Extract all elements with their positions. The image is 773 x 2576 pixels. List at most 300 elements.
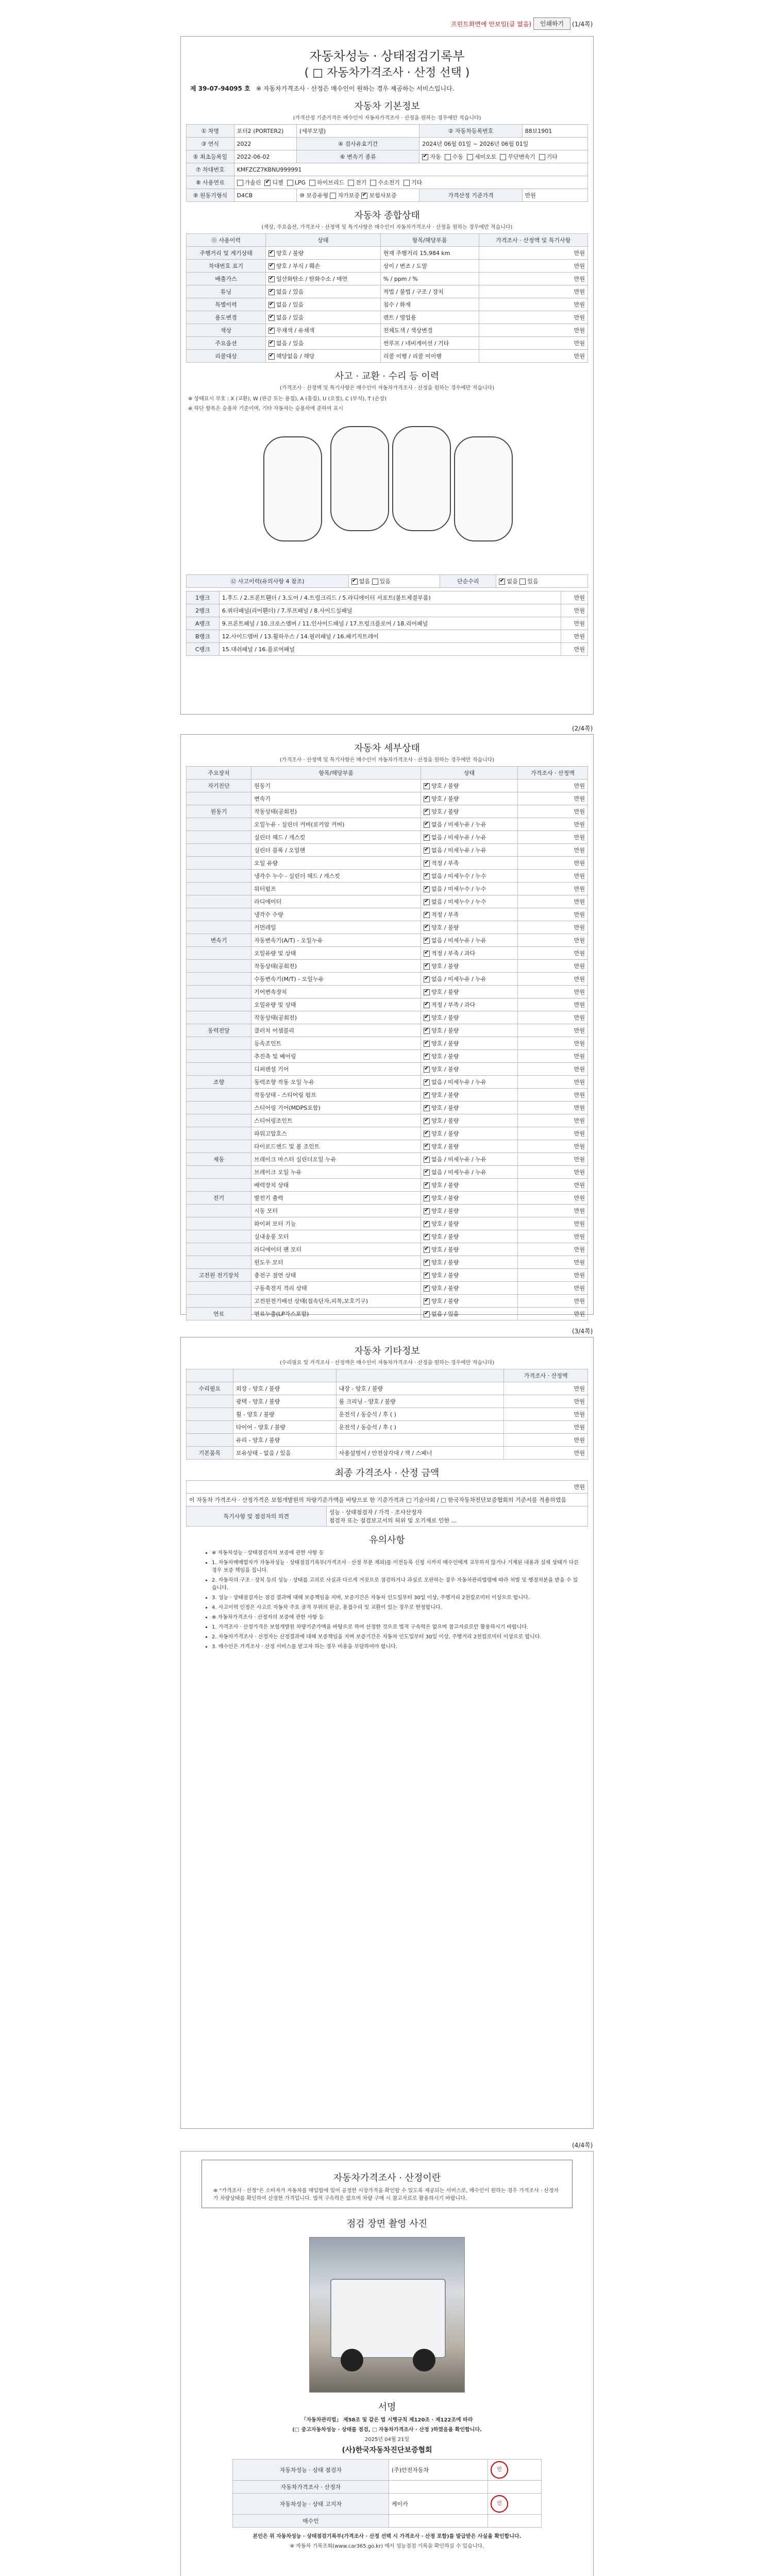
state-text: 양호 / 불량 (431, 1066, 459, 1073)
other-b: 내장 - 양호 / 불량 (336, 1382, 504, 1395)
other-row (187, 1408, 588, 1421)
detail-item: 작동상태 - 스티어링 펌프 (251, 1089, 421, 1101)
detail-row (187, 831, 588, 844)
checkbox[interactable] (424, 1144, 430, 1150)
checkbox[interactable] (424, 976, 430, 982)
detail-state (421, 973, 518, 986)
detail-item: 기어변속장치 (251, 986, 421, 998)
detail-state (421, 883, 518, 895)
detail-price: 만원 (517, 1217, 587, 1230)
row-state (266, 350, 381, 363)
detail-row (187, 1282, 588, 1295)
detail-item: 실내송풍 모터 (251, 1230, 421, 1243)
row-price: 만원 (479, 337, 587, 350)
detail-item: 라디에이터 (251, 895, 421, 908)
detail-group (187, 960, 251, 973)
detail-row (187, 973, 588, 986)
detail-price: 만원 (517, 805, 587, 818)
detail-row (187, 1076, 588, 1089)
detail-state (421, 1089, 518, 1101)
row-price: 만원 (479, 324, 587, 337)
state-text: 양호 / 불량 (431, 808, 459, 815)
checkbox[interactable] (424, 1079, 430, 1086)
row-price: 만원 (479, 311, 587, 324)
state-text: 양호 / 불량 (431, 783, 459, 789)
motor-value: D4CB (234, 189, 297, 202)
detail-price: 만원 (517, 1269, 587, 1282)
detail-item: 등속조인트 (251, 1037, 421, 1050)
checkbox[interactable] (424, 1311, 430, 1317)
detail-price: 만원 (517, 973, 587, 986)
option-label: LPG (294, 179, 306, 186)
detail-item: 워터펌프 (251, 883, 421, 895)
detail-item: 브레이크 마스터 실린더오일 누유 (251, 1153, 421, 1166)
detail-group: 동력전달 (187, 1024, 251, 1037)
checkbox[interactable] (424, 1285, 430, 1292)
grade-price: 만원 (561, 604, 588, 617)
checkbox[interactable] (372, 579, 378, 585)
checkbox[interactable] (424, 1273, 430, 1279)
note-item: • ※ 자동차성능 · 상태점검자의 보증에 관한 사항 등 (212, 1549, 583, 1557)
checkbox[interactable] (287, 180, 293, 186)
checkbox[interactable] (424, 1260, 430, 1266)
sign-org: (사)한국자동차진단보증협회 (342, 2446, 432, 2454)
other-price: 만원 (504, 1395, 588, 1408)
other-table (186, 1369, 588, 1460)
year-value: 2022 (234, 138, 297, 150)
checkbox[interactable] (424, 1208, 430, 1214)
row-label: 리콜대상 (187, 350, 266, 363)
other-price: 만원 (504, 1408, 588, 1421)
other-label (187, 1434, 233, 1447)
checkbox[interactable] (424, 1157, 430, 1163)
checkbox[interactable] (424, 783, 430, 789)
checkbox[interactable] (424, 1170, 430, 1176)
detail-row (187, 1230, 588, 1243)
checkbox[interactable] (424, 848, 430, 854)
detail-item: 작동상태(공회전) (251, 960, 421, 973)
state-text: 양호 / 불량 (431, 1014, 459, 1021)
state-text: 양호 / 불량 (431, 924, 459, 931)
detail-state (421, 1269, 518, 1282)
checkbox[interactable] (404, 180, 410, 186)
document-title: 자동차성능 · 상태점검기록부 (309, 49, 465, 63)
checkbox[interactable] (424, 860, 430, 867)
row-label: 배출가스 (187, 273, 266, 285)
simple-repair-label: 단순수리 (440, 575, 496, 588)
detail-row (187, 1024, 588, 1037)
checkbox[interactable] (424, 796, 430, 802)
detail-group: 원동기 (187, 805, 251, 818)
detail-state (421, 1063, 518, 1076)
detail-row (187, 1295, 588, 1308)
grade-price: 만원 (561, 591, 588, 604)
checkbox[interactable] (264, 180, 271, 186)
col-price: 가격조사 · 산정액 (504, 1369, 588, 1382)
state-text: 양호 / 불량 (431, 1130, 459, 1137)
detail-group (187, 998, 251, 1011)
checkbox[interactable] (361, 193, 367, 199)
detail-item: 클러치 어셈블리 (251, 1024, 421, 1037)
detail-item: 오일누유 - 실린더 커버(로커암 커버) (251, 818, 421, 831)
detail-group (187, 831, 251, 844)
signer-1-label: 자동차성능 · 상태 점검자 (233, 2460, 389, 2481)
detail-state (421, 1230, 518, 1243)
detail-group (187, 1295, 251, 1308)
legend-1: ※ 상태표시 부호 : X (교환), W (판금 또는 용접), A (흠집), U (요철), C (부식), T (손상) (188, 396, 387, 402)
detail-price: 만원 (517, 1256, 587, 1269)
detail-state (421, 1243, 518, 1256)
checkbox[interactable] (422, 154, 428, 160)
checkbox[interactable] (268, 315, 275, 321)
sign-footer-2: ※ 자동차 기록조회(www.car365.go.kr) 에서 성능점검 기록을 확인하실 수 있습니다. (290, 2544, 484, 2549)
checkbox[interactable] (424, 1015, 430, 1021)
grade-row (187, 591, 588, 604)
print-button[interactable]: 인쇄하기 (533, 18, 570, 30)
detail-state (421, 792, 518, 805)
sign-footer-1: 본인은 위 자동차성능 · 상태점검기록부(가격조사 · 산정 선택 시 가격조사 · 산정 포함)를 발급받은 사실을 확인합니다. (253, 2534, 522, 2539)
accident-section-title: 사고 · 교환 · 수리 등 이력 (334, 371, 440, 382)
detail-item: 원동기 (251, 779, 421, 792)
checkbox[interactable] (424, 873, 430, 879)
detail-state (421, 1140, 518, 1153)
detail-item: 실린더 블록 / 오일팬 (251, 844, 421, 857)
option-label: 디젤 (272, 179, 283, 186)
accident-section-sub: (가격조사 · 산정액 및 특기사항은 매수인이 자동차가격조사 · 산정을 원하는 경우에만 적습니다) (279, 385, 495, 391)
page-number: (1/4쪽) (572, 21, 593, 28)
detail-item: 타이로드엔드 및 볼 조인트 (251, 1140, 421, 1153)
col-price: 가격조사 · 산정액 (517, 767, 587, 779)
detail-price: 만원 (517, 1063, 587, 1076)
history-options (348, 575, 440, 588)
detail-state (421, 818, 518, 831)
detail-item: 작동상태(공회전) (251, 1011, 421, 1024)
other-section-sub: (수리필요 및 가격조사 · 산정액은 매수인이 자동차가격조사 · 산정을 원하는 경우에만 적습니다) (279, 1360, 495, 1366)
option-label: 기타 (411, 179, 423, 186)
checkbox[interactable] (424, 1131, 430, 1137)
detail-state (421, 805, 518, 818)
inspection-value: 2024년 06월 01일 ~ 2026년 06월 01일 (419, 138, 588, 150)
checkbox[interactable] (268, 341, 275, 347)
checkbox[interactable] (467, 154, 473, 160)
state-text: 양호 / 불량 (431, 1040, 459, 1047)
checkbox[interactable] (424, 1195, 430, 1201)
checkbox[interactable] (424, 809, 430, 815)
state-text: 없음 / 미세누수 / 누수 (431, 886, 486, 892)
detail-price: 만원 (517, 1192, 587, 1205)
option-label: 없음 (359, 578, 371, 585)
checkbox[interactable] (424, 1054, 430, 1060)
car-diagram (253, 416, 521, 570)
detail-group (187, 947, 251, 960)
note-item: • 3. 매수인은 가격조사 · 산정 서비스를 받고자 하는 경우 비용을 부담하여야 합니다. (212, 1643, 583, 1651)
detail-group (187, 1230, 251, 1243)
state-text: 해당없음 / 해당 (276, 353, 315, 360)
detail-price: 만원 (517, 1024, 587, 1037)
detail-item: 발전기 출력 (251, 1192, 421, 1205)
detail-item: 냉각수 누수 - 실린더 헤드 / 개스킷 (251, 870, 421, 883)
checkbox[interactable] (370, 180, 376, 186)
detail-row (187, 1037, 588, 1050)
detail-group (187, 986, 251, 998)
other-a: 유리 - 양호 / 불량 (233, 1434, 336, 1447)
signer-1-value: (주)안전자동차 (389, 2460, 488, 2481)
detail-row (187, 1127, 588, 1140)
detail-state (421, 1205, 518, 1217)
overall-row (187, 260, 588, 273)
checkbox[interactable] (424, 1234, 430, 1240)
state-text: 양호 / 불량 (431, 1246, 459, 1253)
state-text: 없음 / 미세누유 / 누유 (431, 834, 486, 841)
checkbox[interactable] (348, 180, 354, 186)
other-row (187, 1395, 588, 1408)
checkbox[interactable] (268, 289, 275, 295)
other-label (187, 1421, 233, 1434)
detail-row (187, 1205, 588, 1217)
detail-group (187, 857, 251, 870)
detail-state (421, 1217, 518, 1230)
accident-history-table (186, 574, 588, 588)
detail-price: 만원 (517, 947, 587, 960)
detail-state (421, 844, 518, 857)
row-item: 리콜 이행 / 리콜 미이행 (380, 350, 479, 363)
cert-note: ※ 자동차가격조사 · 산정은 매수인이 원하는 경우 제공하는 서비스입니다. (256, 85, 455, 92)
checkbox[interactable] (445, 154, 451, 160)
final-text: 이 자동차 가격조사 · 산정가격은 보험개발원의 차량기준가액을 바탕으로 한 기준가격과 □ 기술사회 / □ 한국자동차진단보증협회의 기준서를 적용하였음 (187, 1494, 588, 1506)
detail-state (421, 779, 518, 792)
page-number: (2/4쪽) (572, 725, 593, 732)
detail-item: 구동축전지 격리 상태 (251, 1282, 421, 1295)
page-2 (180, 734, 594, 1315)
detail-row (187, 908, 588, 921)
checkbox[interactable] (424, 1182, 430, 1189)
state-text: 양호 / 불량 (431, 1221, 459, 1227)
detail-state (421, 908, 518, 921)
detail-state (421, 1282, 518, 1295)
overall-row (187, 298, 588, 311)
detail-price: 만원 (517, 895, 587, 908)
detail-price: 만원 (517, 934, 587, 947)
checkbox[interactable] (424, 822, 430, 828)
option-label: 전기 (356, 179, 367, 186)
detail-item: 오일유량 및 상태 (251, 947, 421, 960)
detail-item: 와이퍼 모터 기능 (251, 1217, 421, 1230)
detail-state (421, 1050, 518, 1063)
checkbox[interactable] (268, 353, 275, 360)
detail-item: 실린더 헤드 / 개스킷 (251, 831, 421, 844)
detail-row (187, 986, 588, 998)
detail-group (187, 883, 251, 895)
detail-state (421, 998, 518, 1011)
warranty-options (297, 189, 419, 202)
checkbox[interactable] (424, 1247, 430, 1253)
final-section-title: 최종 가격조사 · 산정 금액 (334, 1468, 440, 1479)
checkbox[interactable] (424, 835, 430, 841)
detail-item: 동력조향 작동 오일 누유 (251, 1076, 421, 1089)
checkbox[interactable] (424, 1041, 430, 1047)
detail-row (187, 1243, 588, 1256)
detail-price: 만원 (517, 857, 587, 870)
col-price: 가격조사 · 산정액 및 특기사항 (479, 234, 587, 247)
other-header (187, 1369, 588, 1382)
price-service-title: 자동차가격조사 · 산정이란 (333, 2173, 441, 2183)
cert-no: 제 39-07-94095 호 (190, 85, 250, 92)
detail-group (187, 921, 251, 934)
option-label: 있음 (527, 578, 539, 585)
other-section-title: 자동차 기타정보 (354, 1346, 420, 1357)
state-text: 없음 / 미세누유 / 누유 (431, 821, 486, 828)
detail-group (187, 1179, 251, 1192)
signer-3-value: 케이카 (389, 2494, 488, 2515)
checkbox[interactable] (539, 154, 545, 160)
other-b (336, 1434, 504, 1447)
detail-row (187, 895, 588, 908)
option-label: 가솔린 (244, 179, 261, 186)
detail-section-sub: (가격조사 · 산정액 및 특기사항은 매수인이 자동차가격조사 · 산정을 원하는 경우에만 적습니다) (279, 757, 495, 763)
grade-label: C랭크 (187, 643, 220, 656)
detail-row (187, 1256, 588, 1269)
checkbox[interactable] (424, 951, 430, 957)
checkbox[interactable] (424, 963, 430, 970)
other-price: 만원 (504, 1447, 588, 1460)
detail-price: 만원 (517, 1011, 587, 1024)
checkbox[interactable] (424, 925, 430, 931)
checkbox[interactable] (424, 1118, 430, 1124)
state-text: 양호 / 불량 (431, 1105, 459, 1111)
detail-group: 제동 (187, 1153, 251, 1166)
checkbox[interactable] (424, 1066, 430, 1073)
other-row (187, 1447, 588, 1460)
checkbox[interactable] (424, 989, 430, 995)
checkbox[interactable] (268, 276, 275, 282)
checkbox[interactable] (268, 250, 275, 257)
page-1 (180, 36, 594, 715)
state-text: 없음 / 있음 (276, 301, 304, 308)
grade-label: A랭크 (187, 617, 220, 630)
grade-items: 9.프론트패널 / 10.크로스멤버 / 11.인사이드패널 / 17.트렁크플로어 / 18.리어패널 (219, 617, 561, 630)
col-item: 항목/해당부품 (251, 767, 421, 779)
checkbox[interactable] (519, 579, 526, 585)
detail-row (187, 1217, 588, 1230)
detail-group (187, 908, 251, 921)
detail-row (187, 1011, 588, 1024)
truck-image (330, 2279, 446, 2358)
other-a: 타이어 - 양호 / 불량 (233, 1421, 336, 1434)
row-state (266, 311, 381, 324)
inspection-photo-1 (309, 2237, 465, 2393)
basic-info-table (186, 124, 588, 202)
state-text: 양호 / 부식 / 훼손 (276, 263, 321, 269)
detail-row (187, 844, 588, 857)
checkbox[interactable] (500, 154, 506, 160)
detail-group (187, 1282, 251, 1295)
checkbox[interactable] (424, 1028, 430, 1034)
state-text: 양호 / 불량 (431, 1182, 459, 1189)
detail-row (187, 934, 588, 947)
checkbox[interactable] (424, 886, 430, 892)
detail-row (187, 1050, 588, 1063)
checkbox[interactable] (424, 1002, 430, 1008)
checkbox[interactable] (424, 1221, 430, 1227)
detail-state (421, 1114, 518, 1127)
row-item: 렌트 / 영업용 (380, 311, 479, 324)
other-row (187, 1434, 588, 1447)
name-label: ① 차명 (187, 125, 234, 138)
state-text: 일산화탄소 / 탄화수소 / 매연 (276, 276, 348, 282)
fuel-label: ⑧ 사용연료 (187, 176, 234, 189)
other-label: 수리필요 (187, 1382, 233, 1395)
detail-row (187, 1114, 588, 1127)
option-label: 세미오토 (474, 154, 497, 160)
car-outline-left (263, 436, 322, 541)
history-label: ⑫ 사고이력(유의사항 4 참조) (187, 575, 349, 588)
opinion-value: 성능 · 상태점검자 / 가격 · 조사산정자 (329, 1509, 423, 1516)
accident-grade-table (186, 591, 588, 656)
detail-state (421, 1295, 518, 1308)
checkbox[interactable] (268, 263, 275, 269)
overall-section-sub: (색상, 주요옵션, 가격조사 · 산정액 및 특기사항은 매수인이 자동차가격조사 · 산정을 원하는 경우에만 적습니다) (261, 225, 513, 230)
other-label (187, 1395, 233, 1408)
checkbox[interactable] (424, 1092, 430, 1098)
state-text: 양호 / 불량 (431, 1092, 459, 1098)
detail-price: 만원 (517, 1153, 587, 1166)
row-price: 만원 (479, 260, 587, 273)
detail-state (421, 1153, 518, 1166)
row-state (266, 285, 381, 298)
col-main: 주요장치 (187, 767, 251, 779)
basic-section-title: 자동차 기본정보 (354, 101, 420, 112)
checkbox[interactable] (424, 1298, 430, 1304)
detail-section-title: 자동차 세부상태 (354, 743, 420, 754)
detail-row (187, 792, 588, 805)
transmission-label: ⑥ 변속기 종류 (297, 150, 419, 163)
detail-group (187, 870, 251, 883)
checkbox[interactable] (424, 1105, 430, 1111)
grade-row (187, 617, 588, 630)
opinion-label: 특기사항 및 점검자의 의견 (187, 1506, 327, 1527)
row-item: 적법 / 불법 / 구조 / 장치 (380, 285, 479, 298)
checkbox[interactable] (424, 938, 430, 944)
row-label: 차대번호 표기 (187, 260, 266, 273)
checkbox[interactable] (424, 899, 430, 905)
state-text: 없음 / 미세누유 / 누유 (431, 847, 486, 854)
detail-row (187, 1179, 588, 1192)
overall-row (187, 273, 588, 285)
other-a: 보유상태 - 없음 / 있음 (233, 1447, 336, 1460)
state-text: 없음 / 있음 (276, 340, 304, 347)
checkbox[interactable] (268, 328, 275, 334)
detail-price: 만원 (517, 1205, 587, 1217)
state-text: 없음 / 미세누유 / 누유 (431, 976, 486, 982)
checkbox[interactable] (499, 579, 505, 585)
detail-row (187, 960, 588, 973)
checkbox[interactable] (237, 180, 243, 186)
sign-law-2: (□ 중고자동차성능 · 상태를 점검, □ 자동차가격조사 · 산정 )하였음을 확인합니다. (292, 2427, 482, 2433)
checkbox[interactable] (309, 180, 315, 186)
checkbox[interactable] (330, 193, 336, 199)
checkbox[interactable] (424, 912, 430, 918)
state-text: 양호 / 불량 (431, 1259, 459, 1266)
option-label: 수동 (452, 154, 463, 160)
overall-table (186, 233, 588, 363)
row-price: 만원 (479, 298, 587, 311)
checkbox[interactable] (268, 302, 275, 308)
overall-section-title: 자동차 종합상태 (354, 210, 420, 221)
notes-section-title: 유의사항 (369, 1535, 405, 1546)
other-row (187, 1382, 588, 1395)
checkbox[interactable] (351, 579, 358, 585)
vin-value: KMFZCZ7KBNU999991 (234, 163, 587, 176)
